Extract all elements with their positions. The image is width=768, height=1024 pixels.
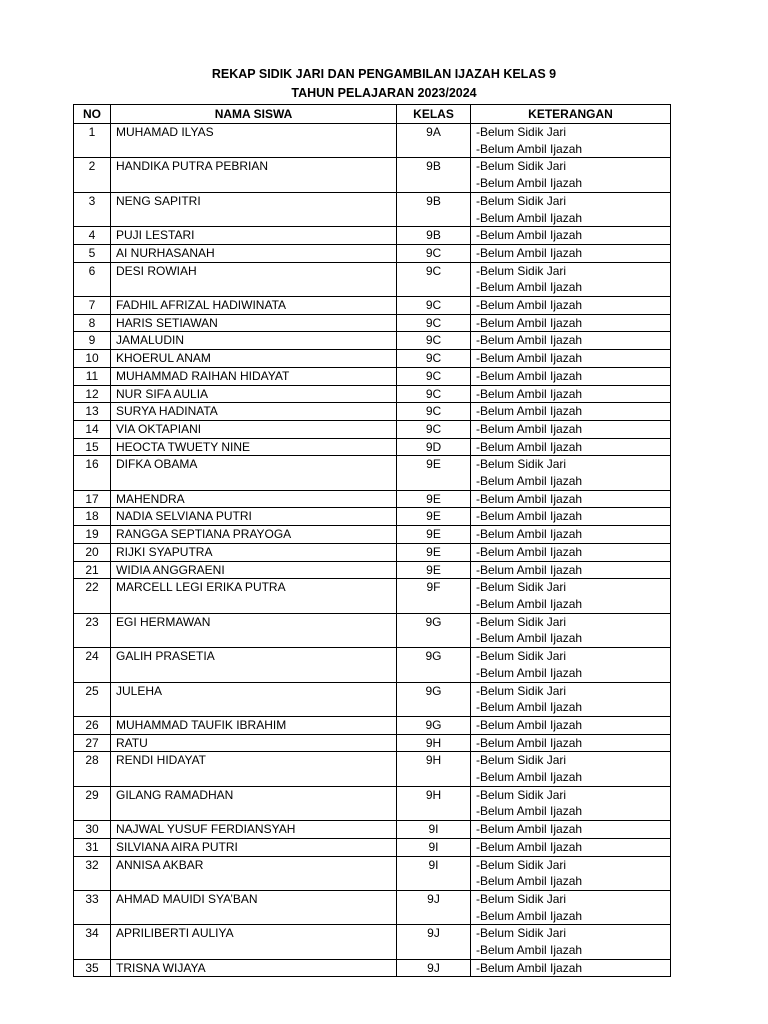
cell-kelas: 9H (397, 734, 471, 752)
keterangan-line: -Belum Sidik Jari (476, 891, 567, 906)
cell-nama-siswa: RANGGA SEPTIANA PRAYOGA (111, 526, 397, 544)
header-keterangan: KETERANGAN (471, 105, 671, 124)
cell-kelas: 9I (397, 856, 471, 890)
cell-no: 10 (74, 350, 111, 368)
cell-keterangan (471, 561, 671, 579)
keterangan-line: -Belum Sidik Jari (476, 614, 567, 629)
cell-keterangan (471, 297, 671, 315)
keterangan-line: -Belum Ambil Ijazah (476, 509, 583, 524)
cell-nama-siswa: RIJKI SYAPUTRA (111, 543, 397, 561)
table-row (74, 244, 671, 262)
cell-no: 4 (74, 227, 111, 245)
cell-kelas: 9E (397, 526, 471, 544)
cell-kelas: 9B (397, 192, 471, 226)
cell-nama-siswa: DIFKA OBAMA (111, 456, 397, 490)
keterangan-line: -Belum Ambil Ijazah (476, 141, 583, 156)
cell-nama-siswa: ANNISA AKBAR (111, 856, 397, 890)
keterangan-line: -Belum Ambil Ijazah (476, 333, 583, 348)
cell-no: 33 (74, 890, 111, 924)
keterangan-line: -Belum Ambil Ijazah (476, 386, 583, 401)
cell-nama-siswa: DESI ROWIAH (111, 262, 397, 296)
cell-no: 18 (74, 508, 111, 526)
cell-keterangan (471, 403, 671, 421)
cell-nama-siswa: WIDIA ANGGRAENI (111, 561, 397, 579)
keterangan-line: -Belum Ambil Ijazah (476, 822, 583, 837)
cell-kelas: 9E (397, 508, 471, 526)
cell-kelas: 9C (397, 420, 471, 438)
table-row (74, 890, 671, 924)
cell-nama-siswa: NENG SAPITRI (111, 192, 397, 226)
cell-no: 29 (74, 786, 111, 820)
cell-keterangan (471, 734, 671, 752)
cell-kelas: 9J (397, 959, 471, 977)
cell-kelas: 9G (397, 613, 471, 647)
cell-nama-siswa: MAHENDRA (111, 490, 397, 508)
keterangan-line: -Belum Sidik Jari (476, 193, 567, 208)
cell-kelas: 9J (397, 890, 471, 924)
cell-keterangan (471, 508, 671, 526)
header-nama-siswa: NAMA SISWA (111, 105, 397, 124)
cell-kelas: 9G (397, 648, 471, 682)
cell-kelas: 9C (397, 350, 471, 368)
keterangan-line: -Belum Ambil Ijazah (476, 770, 583, 785)
cell-kelas: 9C (397, 262, 471, 296)
cell-nama-siswa: KHOERUL ANAM (111, 350, 397, 368)
cell-nama-siswa: AHMAD MAUIDI SYA’BAN (111, 890, 397, 924)
table-row (74, 385, 671, 403)
table-row (74, 526, 671, 544)
keterangan-line: -Belum Ambil Ijazah (476, 491, 583, 506)
cell-nama-siswa: APRILIBERTI AULIYA (111, 925, 397, 959)
table-row (74, 227, 671, 245)
cell-keterangan (471, 752, 671, 786)
keterangan-line: -Belum Ambil Ijazah (476, 245, 583, 260)
cell-keterangan (471, 420, 671, 438)
table-row (74, 438, 671, 456)
cell-nama-siswa: MARCELL LEGI ERIKA PUTRA (111, 579, 397, 613)
cell-keterangan (471, 332, 671, 350)
keterangan-line: -Belum Ambil Ijazah (476, 717, 583, 732)
table-row (74, 648, 671, 682)
cell-keterangan (471, 716, 671, 734)
keterangan-line: -Belum Sidik Jari (476, 857, 567, 872)
table-row (74, 508, 671, 526)
rekap-table (73, 104, 671, 977)
table-row (74, 124, 671, 158)
cell-kelas: 9A (397, 124, 471, 158)
cell-kelas: 9C (397, 244, 471, 262)
cell-no: 1 (74, 124, 111, 158)
cell-keterangan (471, 613, 671, 647)
keterangan-line: -Belum Ambil Ijazah (476, 960, 583, 975)
table-row (74, 734, 671, 752)
cell-no: 2 (74, 158, 111, 192)
keterangan-line: -Belum Ambil Ijazah (476, 596, 583, 611)
keterangan-line: -Belum Ambil Ijazah (476, 943, 583, 958)
cell-nama-siswa: MUHAMMAD TAUFIK IBRAHIM (111, 716, 397, 734)
cell-kelas: 9D (397, 438, 471, 456)
cell-kelas: 9E (397, 561, 471, 579)
cell-nama-siswa: RENDI HIDAYAT (111, 752, 397, 786)
table-row (74, 716, 671, 734)
cell-nama-siswa: RATU (111, 734, 397, 752)
cell-nama-siswa: AI NURHASANAH (111, 244, 397, 262)
cell-no: 35 (74, 959, 111, 977)
cell-nama-siswa: HEOCTA TWUETY NINE (111, 438, 397, 456)
cell-keterangan (471, 158, 671, 192)
cell-nama-siswa: JAMALUDIN (111, 332, 397, 350)
cell-no: 34 (74, 925, 111, 959)
cell-no: 17 (74, 490, 111, 508)
keterangan-line: -Belum Ambil Ijazah (476, 908, 583, 923)
cell-kelas: 9J (397, 925, 471, 959)
keterangan-line: -Belum Ambil Ijazah (476, 368, 583, 383)
cell-kelas: 9B (397, 227, 471, 245)
cell-keterangan (471, 314, 671, 332)
cell-keterangan (471, 579, 671, 613)
keterangan-line: -Belum Sidik Jari (476, 753, 567, 768)
table-row (74, 192, 671, 226)
cell-no: 32 (74, 856, 111, 890)
cell-nama-siswa: HANDIKA PUTRA PEBRIAN (111, 158, 397, 192)
cell-no: 23 (74, 613, 111, 647)
table-row (74, 420, 671, 438)
cell-keterangan (471, 959, 671, 977)
table-row (74, 403, 671, 421)
keterangan-line: -Belum Sidik Jari (476, 683, 567, 698)
cell-nama-siswa: MUHAMMAD RAIHAN HIDAYAT (111, 367, 397, 385)
cell-kelas: 9C (397, 403, 471, 421)
table-row (74, 350, 671, 368)
cell-kelas: 9E (397, 490, 471, 508)
keterangan-line: -Belum Ambil Ijazah (476, 315, 583, 330)
table-row (74, 838, 671, 856)
cell-keterangan (471, 682, 671, 716)
cell-keterangan (471, 856, 671, 890)
cell-no: 15 (74, 438, 111, 456)
keterangan-line: -Belum Ambil Ijazah (476, 874, 583, 889)
cell-no: 6 (74, 262, 111, 296)
cell-kelas: 9E (397, 543, 471, 561)
cell-keterangan (471, 925, 671, 959)
keterangan-line: -Belum Ambil Ijazah (476, 544, 583, 559)
table-row (74, 613, 671, 647)
cell-no: 27 (74, 734, 111, 752)
cell-kelas: 9F (397, 579, 471, 613)
table-row (74, 314, 671, 332)
table-row (74, 456, 671, 490)
cell-kelas: 9G (397, 682, 471, 716)
cell-keterangan (471, 385, 671, 403)
table-body (74, 124, 671, 977)
keterangan-line: -Belum Ambil Ijazah (476, 839, 583, 854)
keterangan-line: -Belum Ambil Ijazah (476, 210, 583, 225)
table-row (74, 925, 671, 959)
cell-kelas: 9I (397, 838, 471, 856)
keterangan-line: -Belum Ambil Ijazah (476, 474, 583, 489)
table-row (74, 856, 671, 890)
keterangan-line: -Belum Sidik Jari (476, 457, 567, 472)
cell-nama-siswa: TRISNA WIJAYA (111, 959, 397, 977)
table-row (74, 158, 671, 192)
table-row (74, 752, 671, 786)
cell-keterangan (471, 227, 671, 245)
cell-no: 28 (74, 752, 111, 786)
cell-keterangan (471, 350, 671, 368)
keterangan-line: -Belum Ambil Ijazah (476, 298, 583, 313)
cell-nama-siswa: NAJWAL YUSUF FERDIANSYAH (111, 821, 397, 839)
cell-no: 13 (74, 403, 111, 421)
keterangan-line: -Belum Sidik Jari (476, 926, 567, 941)
cell-keterangan (471, 438, 671, 456)
keterangan-line: -Belum Ambil Ijazah (476, 421, 583, 436)
keterangan-line: -Belum Ambil Ijazah (476, 439, 583, 454)
cell-nama-siswa: SILVIANA AIRA PUTRI (111, 838, 397, 856)
keterangan-line: -Belum Ambil Ijazah (476, 700, 583, 715)
cell-nama-siswa: SURYA HADINATA (111, 403, 397, 421)
table-row (74, 367, 671, 385)
table-row (74, 786, 671, 820)
cell-nama-siswa: JULEHA (111, 682, 397, 716)
cell-kelas: 9C (397, 314, 471, 332)
keterangan-line: -Belum Ambil Ijazah (476, 631, 583, 646)
cell-nama-siswa: NUR SIFA AULIA (111, 385, 397, 403)
keterangan-line: -Belum Ambil Ijazah (476, 351, 583, 366)
cell-no: 16 (74, 456, 111, 490)
cell-keterangan (471, 821, 671, 839)
cell-keterangan (471, 244, 671, 262)
cell-nama-siswa: VIA OKTAPIANI (111, 420, 397, 438)
keterangan-line: -Belum Sidik Jari (476, 580, 567, 595)
cell-nama-siswa: HARIS SETIAWAN (111, 314, 397, 332)
cell-keterangan (471, 526, 671, 544)
cell-nama-siswa: GILANG RAMADHAN (111, 786, 397, 820)
keterangan-line: -Belum Sidik Jari (476, 125, 567, 139)
cell-nama-siswa: PUJI LESTARI (111, 227, 397, 245)
keterangan-line: -Belum Ambil Ijazah (476, 404, 583, 419)
cell-kelas: 9C (397, 367, 471, 385)
keterangan-line: -Belum Sidik Jari (476, 159, 567, 174)
table-row (74, 821, 671, 839)
cell-no: 3 (74, 192, 111, 226)
cell-nama-siswa: FADHIL AFRIZAL HADIWINATA (111, 297, 397, 315)
table-header (74, 105, 671, 124)
cell-no: 9 (74, 332, 111, 350)
cell-no: 12 (74, 385, 111, 403)
cell-keterangan (471, 890, 671, 924)
cell-keterangan (471, 786, 671, 820)
keterangan-line: -Belum Sidik Jari (476, 263, 567, 278)
keterangan-line: -Belum Ambil Ijazah (476, 176, 583, 191)
cell-nama-siswa: GALIH PRASETIA (111, 648, 397, 682)
cell-kelas: 9C (397, 297, 471, 315)
cell-nama-siswa: NADIA SELVIANA PUTRI (111, 508, 397, 526)
table-row (74, 579, 671, 613)
cell-keterangan (471, 838, 671, 856)
table-row (74, 297, 671, 315)
keterangan-line: -Belum Ambil Ijazah (476, 804, 583, 819)
cell-keterangan (471, 367, 671, 385)
cell-keterangan (471, 543, 671, 561)
keterangan-line: -Belum Sidik Jari (476, 649, 567, 664)
cell-no: 14 (74, 420, 111, 438)
cell-no: 26 (74, 716, 111, 734)
header-row (74, 105, 671, 124)
table-row (74, 332, 671, 350)
cell-no: 19 (74, 526, 111, 544)
keterangan-line: -Belum Ambil Ijazah (476, 665, 583, 680)
cell-kelas: 9E (397, 456, 471, 490)
cell-kelas: 9B (397, 158, 471, 192)
cell-kelas: 9I (397, 821, 471, 839)
cell-no: 5 (74, 244, 111, 262)
keterangan-line: -Belum Ambil Ijazah (476, 280, 583, 295)
cell-kelas: 9C (397, 385, 471, 403)
keterangan-line: -Belum Ambil Ijazah (476, 527, 583, 542)
document-title: REKAP SIDIK JARI DAN PENGAMBILAN IJAZAH KELAS 9 (211, 67, 557, 81)
keterangan-line: -Belum Ambil Ijazah (476, 562, 583, 577)
cell-keterangan (471, 124, 671, 158)
cell-no: 22 (74, 579, 111, 613)
cell-keterangan (471, 262, 671, 296)
table-row (74, 262, 671, 296)
cell-no: 8 (74, 314, 111, 332)
cell-keterangan (471, 456, 671, 490)
cell-kelas: 9C (397, 332, 471, 350)
cell-no: 7 (74, 297, 111, 315)
document-subtitle: TAHUN PELAJARAN 2023/2024 (291, 86, 477, 100)
cell-no: 11 (74, 367, 111, 385)
cell-kelas: 9H (397, 752, 471, 786)
table-row (74, 490, 671, 508)
cell-no: 31 (74, 838, 111, 856)
cell-nama-siswa: EGI HERMAWAN (111, 613, 397, 647)
cell-kelas: 9G (397, 716, 471, 734)
cell-no: 21 (74, 561, 111, 579)
table-row (74, 682, 671, 716)
table-row (74, 543, 671, 561)
header-no: NO (74, 105, 111, 124)
cell-nama-siswa: MUHAMAD ILYAS (111, 124, 397, 158)
keterangan-line: -Belum Ambil Ijazah (476, 735, 583, 750)
cell-no: 20 (74, 543, 111, 561)
table-row (74, 959, 671, 977)
cell-no: 30 (74, 821, 111, 839)
table-row (74, 561, 671, 579)
keterangan-line: -Belum Sidik Jari (476, 787, 567, 802)
cell-kelas: 9H (397, 786, 471, 820)
cell-no: 24 (74, 648, 111, 682)
keterangan-line: -Belum Ambil Ijazah (476, 228, 583, 243)
cell-keterangan (471, 648, 671, 682)
cell-keterangan (471, 192, 671, 226)
cell-keterangan (471, 490, 671, 508)
cell-no: 25 (74, 682, 111, 716)
header-kelas: KELAS (397, 105, 471, 124)
